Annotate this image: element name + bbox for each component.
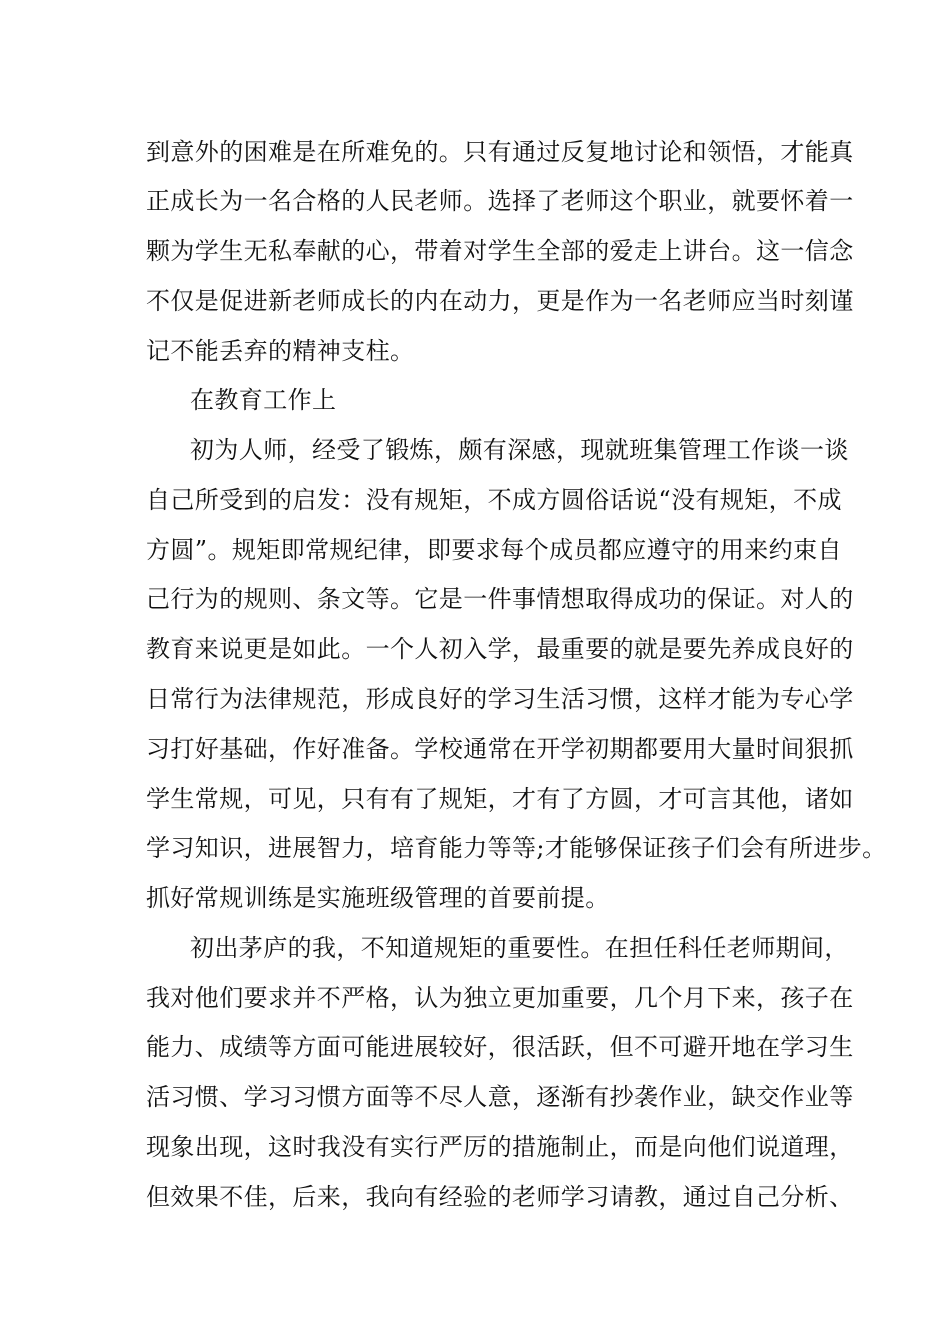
- text-line: 自己所受到的启发：没有规矩，不成方圆俗话说“没有规矩，不成: [146, 486, 842, 514]
- text-line: 习打好基础，作好准备。学校通常在开学初期都要用大量时间狠抓: [146, 735, 854, 763]
- text-line: 学习知识，进展智力，培育能力等等;才能够保证孩子们会有所进步。: [146, 834, 887, 862]
- text-line: 不仅是促进新老师成长的内在动力，更是作为一名老师应当时刻谨: [146, 287, 854, 315]
- text-line: 初为人师，经受了锻炼，颇有深感，现就班集管理工作谈一谈: [190, 436, 849, 464]
- text-line: 己行为的规则、条文等。它是一件事情想取得成功的保证。对人的: [146, 585, 854, 613]
- text-line: 到意外的困难是在所难免的。只有通过反复地讨论和领悟，才能真: [146, 138, 854, 166]
- text-line: 方圆”。规矩即常规纪律，即要求每个成员都应遵守的用来约束自: [146, 536, 842, 564]
- text-line: 但效果不佳，后来，我向有经验的老师学习请教，通过自己分析、: [146, 1183, 854, 1211]
- text-line: 学生常规，可见，只有有了规矩，才有了方圆，才可言其他，诸如: [146, 785, 854, 813]
- text-line: 记不能丢弃的精神支柱。: [146, 337, 415, 365]
- text-line: 现象出现，这时我没有实行严厉的措施制止，而是向他们说道理，: [146, 1133, 854, 1161]
- text-line: 活习惯、学习习惯方面等不尽人意，逐渐有抄袭作业，缺交作业等: [146, 1083, 854, 1111]
- text-line: 正成长为一名合格的人民老师。选择了老师这个职业，就要怀着一: [146, 187, 854, 215]
- text-line: 教育来说更是如此。一个人初入学，最重要的就是要先养成良好的: [146, 635, 854, 663]
- text-line: 日常行为法律规范，形成良好的学习生活习惯，这样才能为专心学: [146, 685, 854, 713]
- section-heading: 在教育工作上: [190, 386, 337, 414]
- text-line: 颗为学生无私奉献的心，带着对学生全部的爱走上讲台。这一信念: [146, 237, 854, 265]
- text-line: 抓好常规训练是实施班级管理的首要前提。: [146, 884, 610, 912]
- text-line: 我对他们要求并不严格，认为独立更加重要，几个月下来，孩子在: [146, 984, 854, 1012]
- text-line: 初出茅庐的我，不知道规矩的重要性。在担任科任老师期间，: [190, 934, 849, 962]
- text-line: 能力、成绩等方面可能进展较好，很活跃，但不可避开地在学习生: [146, 1033, 854, 1061]
